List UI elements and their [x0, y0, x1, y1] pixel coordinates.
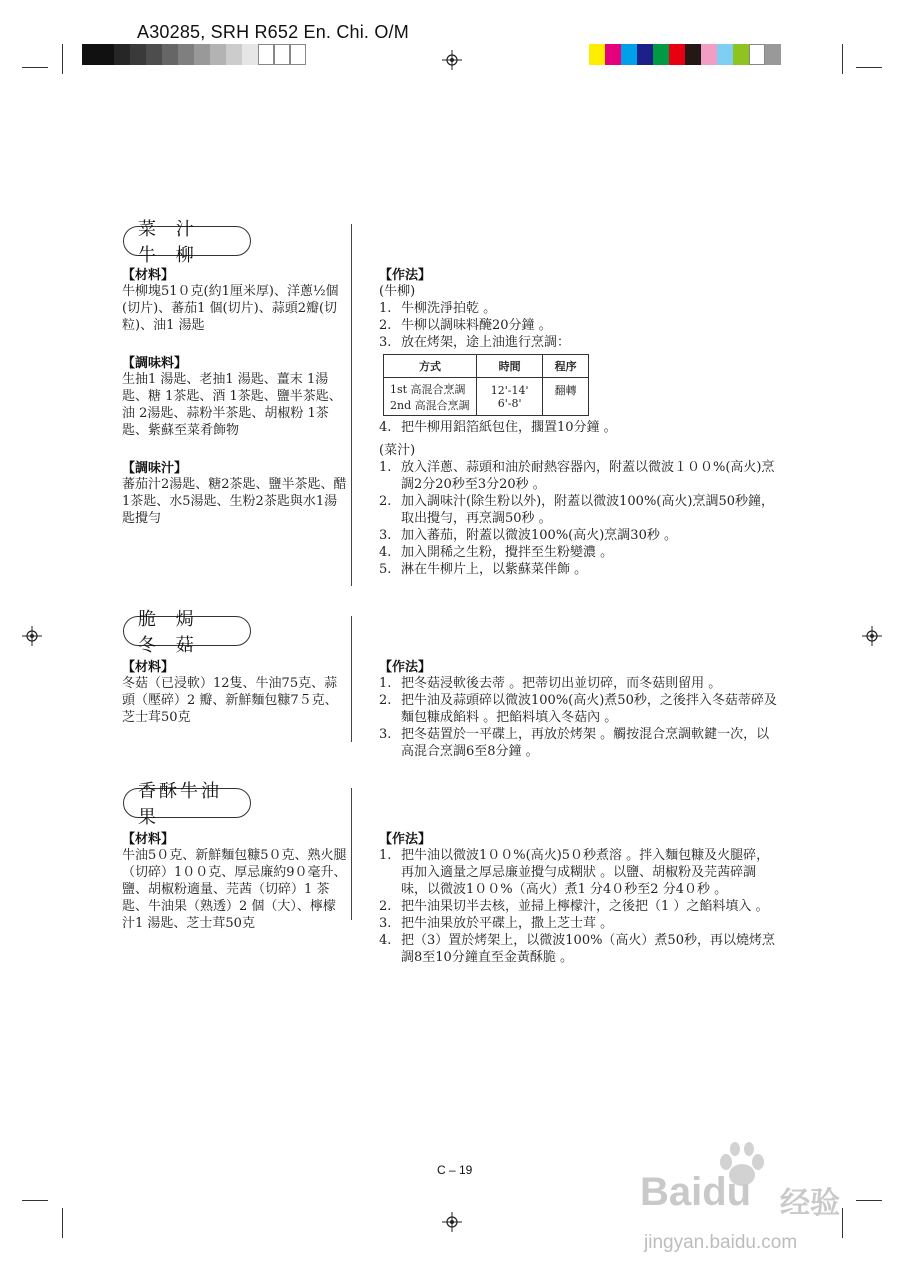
- steps-beef: [379, 300, 781, 351]
- step-item: 1. 放入洋蔥、蒜頭和油於耐熱容器內，附蓋以微波１００%(高火)烹調2分20秒至3分20秒 。: [379, 460, 775, 492]
- step-item: 1. 把冬菇浸軟後去蒂 。把蒂切出並切碎，而冬菇則留用 。: [379, 676, 722, 691]
- step-item: 4. 把（3）置於烤架上，以微波100%（高火）煮50秒，再以燒烤烹調8至10分鐘直至金黃酥脆 。: [379, 933, 775, 965]
- color-calibration-strip: [589, 44, 781, 65]
- steps-mushroom: [379, 675, 781, 760]
- color-swatch: [733, 44, 749, 65]
- color-swatch: [98, 44, 114, 65]
- table-header: 程序: [543, 355, 589, 378]
- gray-calibration-strip: [82, 44, 306, 65]
- step-item: 2. 牛柳以調味料醃20分鐘 。: [379, 318, 552, 333]
- step-item: 2. 把牛油及蒜頭碎以微波100%(高火)煮50秒，之後拌入冬菇蒂碎及麵包糠成餡料 。把餡料填入冬菇內 。: [379, 693, 777, 725]
- seasoning-text: 生抽1 湯匙、老抽1 湯匙、薑末 1湯匙、糖 1茶匙、酒 1茶匙、鹽半茶匙、油 2湯匙、蒜粉半茶匙、胡椒粉 1茶匙、紫蘇至菜肴飾物: [122, 372, 342, 438]
- color-swatch: [621, 44, 637, 65]
- step-item: 4. 加入開稀之生粉，攪拌至生粉變濃 。: [379, 545, 614, 560]
- method-column-1: [379, 264, 781, 578]
- registration-mark-icon: [442, 1212, 462, 1232]
- step-item: 2. 把牛油果切半去核，並掃上檸檬汁，之後把（1 ）之餡料填入 。: [379, 899, 769, 914]
- color-swatch: [685, 44, 701, 65]
- ingredients-column-2: [122, 656, 348, 726]
- table-header: 方式: [384, 355, 477, 378]
- ingredients-heading: 【材料】: [122, 660, 175, 675]
- recipe-title-2: 脆 焗 冬 菇: [123, 616, 251, 646]
- column-divider: [351, 224, 352, 586]
- color-swatch: [274, 44, 290, 65]
- color-swatch: [194, 44, 210, 65]
- steps-beef-continued: [379, 419, 781, 436]
- watermark-brand-cn: 经验: [780, 1187, 840, 1220]
- ingredients-column-3: [122, 828, 348, 932]
- cooking-table: [383, 354, 589, 416]
- watermark-brand: Baidu: [640, 1170, 752, 1214]
- ingredients-text: 牛柳塊51０克(約1厘米厚)、洋蔥½個(切片)、蕃茄1 個(切片)、蒜頭2瓣(切粒)、油1 湯匙: [122, 284, 339, 333]
- color-swatch: [162, 44, 178, 65]
- ingredients-text: 牛油5０克、新鮮麵包糠5０克、熟火腿（切碎）1００克、厚忌廉約9０毫升、鹽、胡椒粉適量、芫茜（切碎）1 茶匙、牛油果（熟透）2 個（大）、檸檬汁1 湯匙、芝士茸50克: [122, 848, 347, 931]
- recipe-title-1: 菜 汁 牛 柳: [123, 226, 251, 256]
- ingredients-text: 冬菇（已浸軟）12隻、牛油75克、蒜頭（壓碎）2 瓣、新鮮麵包糠7５克、芝士茸50克: [122, 676, 338, 725]
- color-swatch: [178, 44, 194, 65]
- print-job-code: A30285, SRH R652 En. Chi. O/M: [137, 22, 409, 42]
- color-swatch: [669, 44, 685, 65]
- page-number: C – 19: [437, 1163, 473, 1177]
- step-item: 3. 加入蕃茄，附蓋以微波100%(高火)烹調30秒 。: [379, 528, 677, 543]
- color-swatch: [589, 44, 605, 65]
- color-swatch: [210, 44, 226, 65]
- method-heading: 【作法】: [379, 832, 432, 847]
- color-swatch: [258, 44, 274, 65]
- sauce-heading: 【調味汁】: [122, 461, 188, 476]
- sauce-text: 蕃茄汁2湯匙、糖2茶匙、鹽半茶匙、醋1茶匙、水5湯匙、生粉2茶匙與水1湯匙攪勻: [122, 477, 347, 526]
- seasoning-heading: 【調味料】: [122, 356, 188, 371]
- column-divider: [351, 616, 352, 742]
- color-swatch: [82, 44, 98, 65]
- color-swatch: [653, 44, 669, 65]
- table-cell-mode: 1st 高混合烹調 2nd 高混合烹調: [384, 378, 477, 416]
- color-swatch: [290, 44, 306, 65]
- color-swatch: [765, 44, 781, 65]
- color-swatch: [637, 44, 653, 65]
- ingredients-heading: 【材料】: [122, 268, 175, 283]
- color-swatch: [242, 44, 258, 65]
- method-column-2: [379, 656, 781, 760]
- recipe-title-3: 香酥牛油果: [123, 788, 251, 818]
- color-swatch: [605, 44, 621, 65]
- step-item: 5. 淋在牛柳片上，以紫蘇菜伴飾 。: [379, 562, 588, 577]
- color-swatch: [226, 44, 242, 65]
- method-heading: 【作法】: [379, 660, 432, 675]
- step-item: 1. 牛柳洗淨拍乾 。: [379, 301, 497, 316]
- color-swatch: [130, 44, 146, 65]
- method-subheading-sauce: (菜汁): [379, 443, 416, 458]
- method-column-3: [379, 828, 781, 966]
- table-cell-time: 12'-14' 6'-8': [477, 378, 543, 416]
- baidu-watermark: [640, 1142, 870, 1272]
- watermark-url: jingyan.baidu.com: [644, 1232, 798, 1253]
- registration-mark-icon: [22, 626, 42, 646]
- color-swatch: [701, 44, 717, 65]
- registration-mark-icon: [442, 50, 462, 70]
- column-divider: [351, 788, 352, 920]
- color-swatch: [114, 44, 130, 65]
- step-item: 1. 把牛油以微波1００%(高火)5０秒煮溶 。拌入麵包糠及火腿碎，再加入適量之厚忌廉並攪勻成糊狀 。以鹽、胡椒粉及芫茜碎調味，以微波1００%（高火）煮1 分4０秒至2 分4０秒 。: [379, 848, 770, 897]
- ingredients-heading: 【材料】: [122, 832, 175, 847]
- method-heading: 【作法】: [379, 268, 432, 283]
- color-swatch: [749, 44, 765, 65]
- table-cell-procedure: 翻轉: [543, 378, 589, 416]
- step-item: 3. 把冬菇置於一平碟上，再放於烤架 。觸按混合烹調軟鍵一次，以高混合烹調6至8分鐘 。: [379, 727, 770, 759]
- step-item: 3. 把牛油果放於平碟上，撒上芝士茸 。: [379, 916, 614, 931]
- table-header: 時間: [477, 355, 543, 378]
- method-subheading-beef: (牛柳): [379, 284, 416, 299]
- ingredients-column-1: [122, 264, 348, 527]
- step-item: 3. 放在烤架，途上油進行烹調：: [379, 335, 571, 350]
- registration-mark-icon: [862, 626, 882, 646]
- steps-avocado: [379, 847, 781, 966]
- steps-sauce: [379, 459, 781, 578]
- color-swatch: [146, 44, 162, 65]
- step-item: 4. 把牛柳用鋁箔紙包住，擱置10分鐘 。: [379, 420, 617, 435]
- color-swatch: [717, 44, 733, 65]
- step-item: 2. 加入調味汁(除生粉以外)，附蓋以微波100%(高火)烹調50秒鐘，取出攪勻，再烹調50秒 。: [379, 494, 774, 526]
